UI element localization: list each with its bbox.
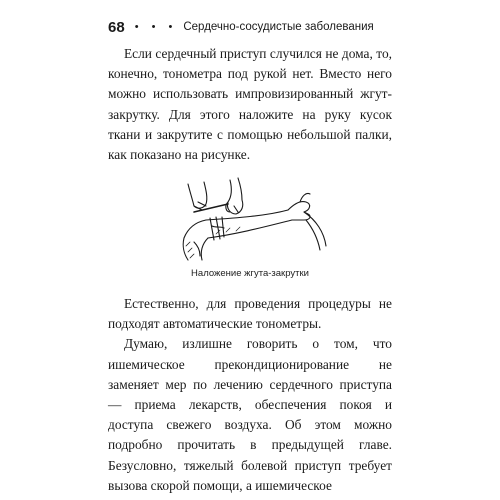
hand-outline xyxy=(288,201,310,220)
helper-hand-left xyxy=(188,182,207,208)
page-number: 68 xyxy=(108,18,125,36)
arm-upper-outline xyxy=(206,210,288,220)
body-text-top xyxy=(108,44,392,165)
paragraph: Если сердечный приступ случился не дома, то, конечно, тонометра под рукой нет. Вместо него можно использовать импровизированный жгут-закрутку. Для этого наложите на руку кусок ткани и закрутите с помощью небольшой палки, как показано на рисунке. xyxy=(108,46,392,163)
header-separator: • • • xyxy=(134,21,178,33)
running-title: Сердечно-сосудистые заболевания xyxy=(183,21,374,33)
running-header xyxy=(108,16,408,38)
tourniquet-drawing xyxy=(176,176,328,262)
paragraph: Думаю, излишне говорить о том, что ишемическое прекондиционирование не заменяет мер по лечению сердечного приступа — приема лекарств, обеспечения покоя и доступа свежего воздуха. Об этом можно подробно прочитать в предыдущей главе. Безусловно, тяжелый болевой приступ требует вызова скорой помощи, а ишемическое xyxy=(108,336,392,493)
figure-caption: Наложение жгута-закрутки xyxy=(191,268,309,279)
arm-lower-outline xyxy=(208,220,292,238)
paragraph: Естественно, для проведения процедуры не подходят автоматические тонометры. xyxy=(108,296,392,332)
body-text-bottom xyxy=(108,294,392,496)
body-outline xyxy=(183,220,206,260)
tourniquet-illustration xyxy=(176,176,328,262)
